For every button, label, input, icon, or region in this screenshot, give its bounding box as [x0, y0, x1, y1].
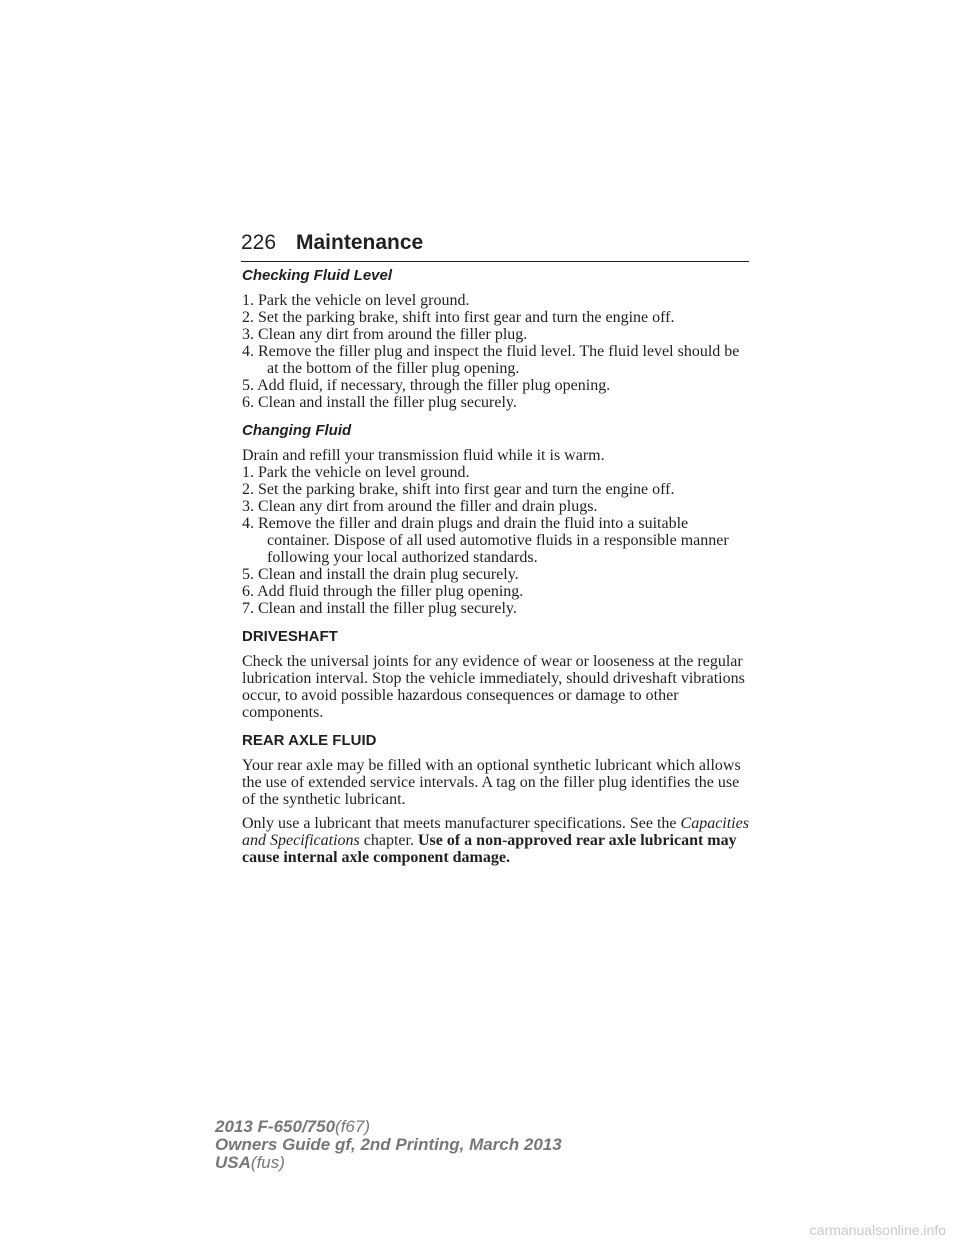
- list-item: 4. Remove the filler plug and inspect the fluid level. The fluid level should be at the bottom of the filler plug opening.: [242, 343, 740, 377]
- rear-axle-text: Your rear axle may be filled with an optional synthetic lubricant which allows the use of extended service intervals. A tag on the filler plug identifies the use of the synthetic lubricant.: [242, 757, 741, 808]
- capacities-reference-link[interactable]: Capacities and Specifications: [242, 815, 749, 849]
- spec-text: Only use a lubricant that meets manufacturer specifications. See the: [242, 815, 677, 832]
- footer-model: 2013 F-650/750: [215, 1117, 336, 1136]
- footer-model-line: [215, 1118, 562, 1136]
- footer-market-code: (fus): [250, 1153, 285, 1172]
- rear-axle-heading: REAR AXLE FLUID: [242, 732, 377, 749]
- page-footer: [215, 1118, 562, 1172]
- footer-guide: Owners Guide gf, 2nd Printing, March 2013: [215, 1135, 562, 1154]
- list-item: 1. Park the vehicle on level ground.: [242, 292, 470, 309]
- lubricant-warning: Use of a non-approved rear axle lubricant may cause internal axle component damage.: [242, 832, 737, 866]
- page-header: [241, 230, 749, 262]
- chapter-word: chapter.: [363, 832, 414, 849]
- list-item: 6. Clean and install the filler plug securely.: [242, 394, 517, 411]
- watermark: carmanualsonline.info: [809, 1222, 946, 1238]
- list-item: 4. Remove the filler and drain plugs and drain the fluid into a suitable container. Dispose of all used automotive fluids in a responsible manner following your local authorized standards.: [242, 515, 729, 566]
- page-number: 226: [241, 231, 277, 254]
- checking-fluid-heading: Checking Fluid Level: [242, 267, 393, 284]
- changing-steps-list: [242, 464, 752, 617]
- checking-steps-list: [242, 292, 752, 411]
- list-item: 5. Clean and install the drain plug securely.: [242, 566, 519, 583]
- list-item: 6. Add fluid through the filler plug opening.: [242, 583, 524, 600]
- footer-guide-line: [215, 1136, 562, 1154]
- list-item: 1. Park the vehicle on level ground.: [242, 464, 470, 481]
- chapter-title: Maintenance: [296, 231, 424, 254]
- list-item: 5. Add fluid, if necessary, through the filler plug opening.: [242, 377, 611, 394]
- list-item: 2. Set the parking brake, shift into first gear and turn the engine off.: [242, 481, 675, 498]
- changing-fluid-heading: Changing Fluid: [242, 422, 352, 439]
- footer-market-line: [215, 1154, 562, 1172]
- rear-axle-spec-paragraph: [242, 815, 752, 866]
- list-item: 3. Clean any dirt from around the filler plug.: [242, 326, 528, 343]
- driveshaft-text: Check the universal joints for any evidence of wear or looseness at the regular lubrication interval. Stop the vehicle immediately, should driveshaft vibrations occur, to avoid possible hazardous consequences or damage to other components.: [242, 653, 745, 721]
- footer-market: USA: [215, 1153, 251, 1172]
- list-item: 3. Clean any dirt from around the filler and drain plugs.: [242, 498, 598, 515]
- footer-model-code: (f67): [335, 1117, 371, 1136]
- page-content: [242, 267, 752, 866]
- list-item: 7. Clean and install the filler plug securely.: [242, 600, 517, 617]
- driveshaft-heading: DRIVESHAFT: [242, 628, 338, 645]
- list-item: 2. Set the parking brake, shift into first gear and turn the engine off.: [242, 309, 675, 326]
- changing-fluid-intro: Drain and refill your transmission fluid while it is warm.: [242, 447, 605, 464]
